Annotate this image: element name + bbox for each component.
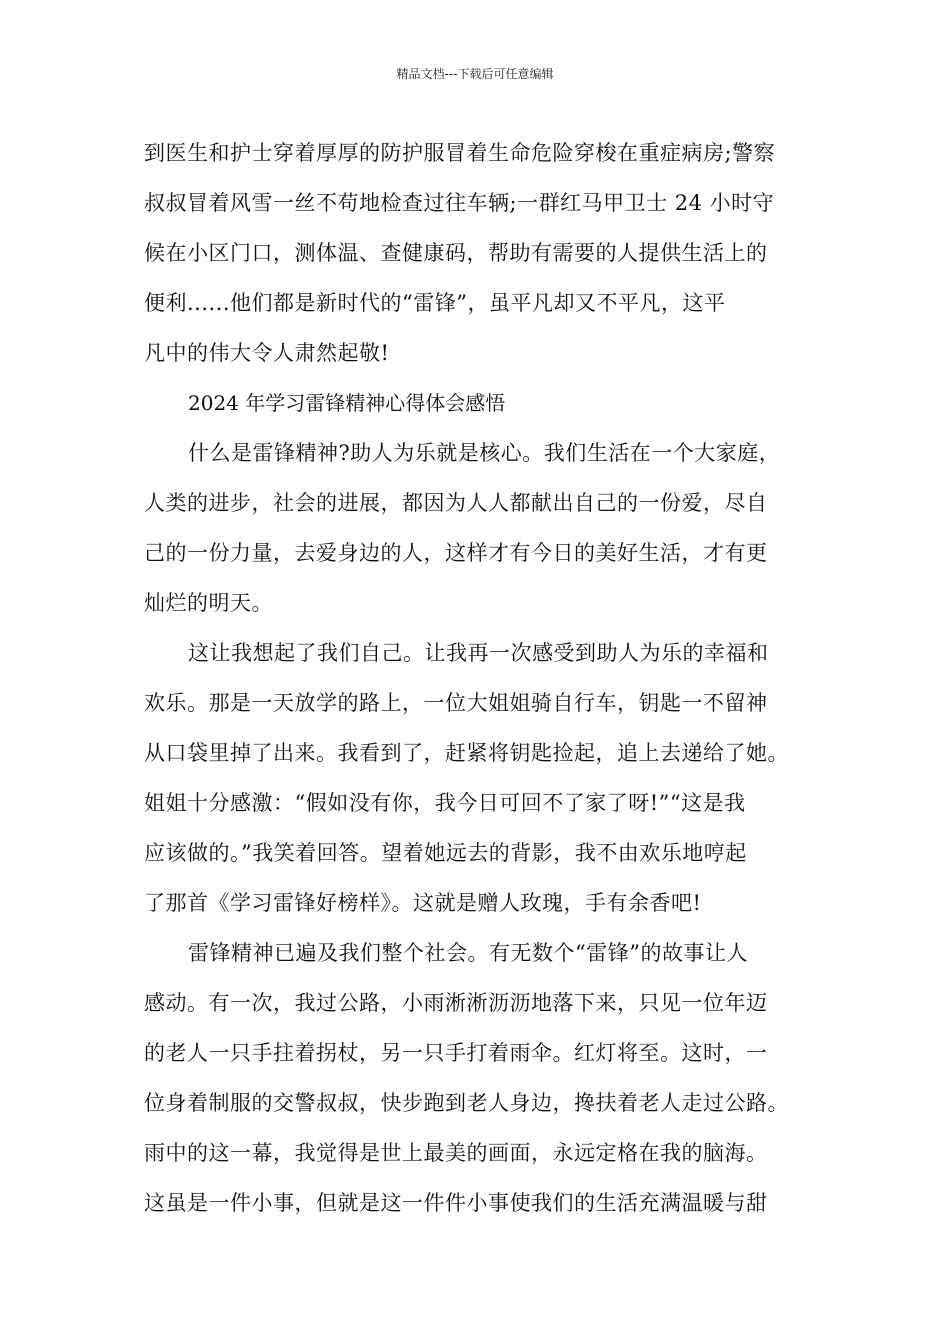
text-line: 灿烂的明天。 <box>144 591 273 615</box>
paragraph <box>144 428 814 628</box>
text-line: 到医生和护士穿着厚厚的防护服冒着生命危险穿梭在重症病房;警察 <box>144 141 776 165</box>
page-header: 精品文档---下载后可任意编辑 <box>396 67 554 81</box>
text-line: 从口袋里掉了出来。我看到了，赶紧将钥匙捡起，追上去递给了她。 <box>144 741 789 765</box>
text-line: 位身着制服的交警叔叔，快步跑到老人身边，搀扶着老人走过公路。 <box>144 1091 789 1115</box>
text-line: 欢乐。那是一天放学的路上，一位大姐姐骑自行车，钥匙一不留神 <box>144 691 768 715</box>
text-line: 什么是雷锋精神?助人为乐就是核心。我们生活在一个大家庭， <box>188 441 781 465</box>
paragraph-continued <box>144 128 814 378</box>
text-line: 候在小区门口，测体温、查健康码，帮助有需要的人提供生活上的 <box>144 241 768 265</box>
section-heading <box>144 378 814 428</box>
document-body <box>144 128 814 1228</box>
paragraph <box>144 628 814 928</box>
text-line: 雷锋精神已遍及我们整个社会。有无数个“雷锋”的故事让人 <box>188 941 748 965</box>
text-line: 人类的进步，社会的进展，都因为人人都献出自己的一份爱，尽自 <box>144 491 768 515</box>
section-heading-text: 2024 年学习雷锋精神心得体会感悟 <box>188 391 506 415</box>
text-line: 了那首《学习雷锋好榜样》。这就是赠人玫瑰，手有余香吧! <box>144 891 702 915</box>
text-line: 应该做的。”我笑着回答。望着她远去的背影，我不由欢乐地哼起 <box>144 841 747 865</box>
paragraph <box>144 928 814 1228</box>
text-line: 雨中的这一幕，我觉得是世上最美的画面，永远定格在我的脑海。 <box>144 1141 768 1165</box>
text-line: 凡中的伟大令人肃然起敬! <box>144 341 390 365</box>
text-line: 的老人一只手拄着拐杖，另一只手打着雨伞。红灯将至。这时，一 <box>144 1041 768 1065</box>
text-line: 这让我想起了我们自己。让我再一次感受到助人为乐的幸福和 <box>188 641 769 665</box>
text-line: 姐姐十分感激：“假如没有你，我今日可回不了家了呀!”“这是我 <box>144 791 746 815</box>
text-line: 便利......他们都是新时代的“雷锋”，虽平凡却又不平凡，这平 <box>144 291 726 315</box>
text-line: 这虽是一件小事，但就是这一件件小事使我们的生活充满温暖与甜 <box>144 1191 768 1215</box>
text-line: 感动。有一次，我过公路，小雨淅淅沥沥地落下来，只见一位年迈 <box>144 991 768 1015</box>
text-line: 叔叔冒着风雪一丝不苟地检查过往车辆;一群红马甲卫士 24 小时守 <box>144 191 775 215</box>
text-line: 己的一份力量，去爱身边的人，这样才有今日的美好生活，才有更 <box>144 541 768 565</box>
